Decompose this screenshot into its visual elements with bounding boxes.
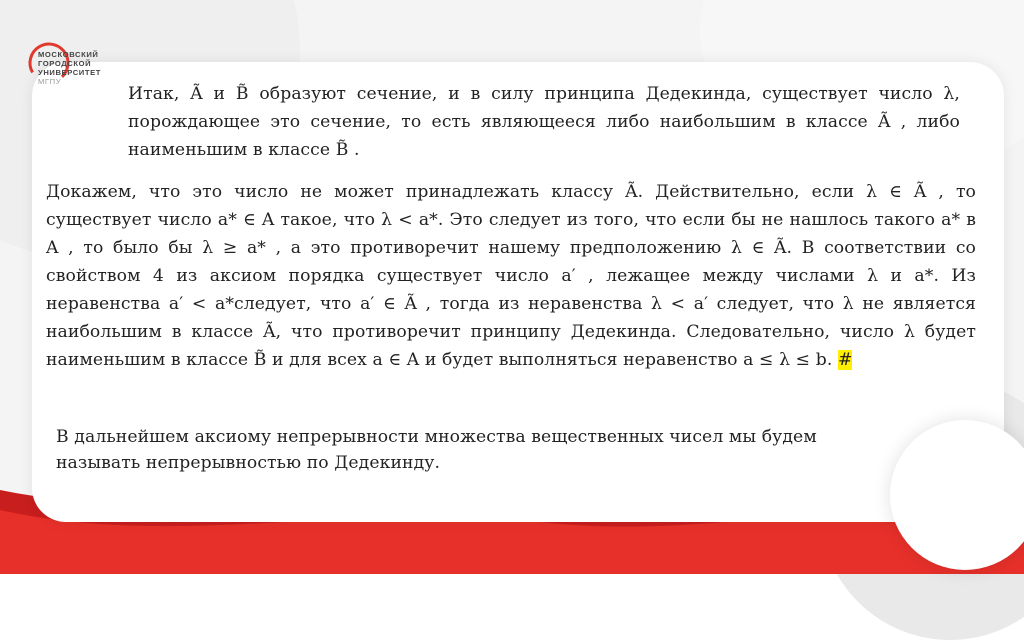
end-of-proof-mark: # (837, 350, 853, 370)
paragraph-2-text: Докажем, что это число не может принадлежать классу Ã. Действительно, если λ ∈ Ã , то существует число a* ∈ A такое, что λ < a*. Это следует из того, что если бы не нашлось такого a* в A , то было бы λ ≥ a* , а это противоречит нашему предположению λ ∈ Ã. В соответствии со свойством 4 из аксиом порядка существует число a′ , лежащее между числами λ и a*. Из неравенства a′ < a*следует, что a′ ∈ Ã , тогда из неравенства λ < a′ следует, что λ не является наибольшим в классе Ã, что противоречит принципу Дедекинда. Следовательно, число λ будет наименьшим в классе B̃ и для всех a ∈ A и будет выполняться неравенство a ≤ λ ≤ b. (46, 182, 976, 370)
logo-line-3: УНИВЕРСИТЕТ (38, 68, 101, 77)
university-logo (26, 40, 136, 100)
logo-line-1: МОСКОВСКИЙ (38, 50, 99, 59)
paragraph-2 (46, 178, 976, 374)
paragraph-1: Итак, Ã и B̃ образуют сечение, и в силу принципа Дедекинда, существует число λ, порождающее это сечение, то есть являющееся либо наибольшим в классе Ã , либо наименьшим в классе B̃ . (128, 84, 960, 160)
logo-abbr: МГПУ (38, 77, 62, 86)
logo-line-2: ГОРОДСКОЙ (38, 59, 92, 68)
paragraph-3: В дальнейшем аксиому непрерывности множества вещественных чисел мы будем называть непрерывностью по Дедекинду. (56, 427, 817, 473)
